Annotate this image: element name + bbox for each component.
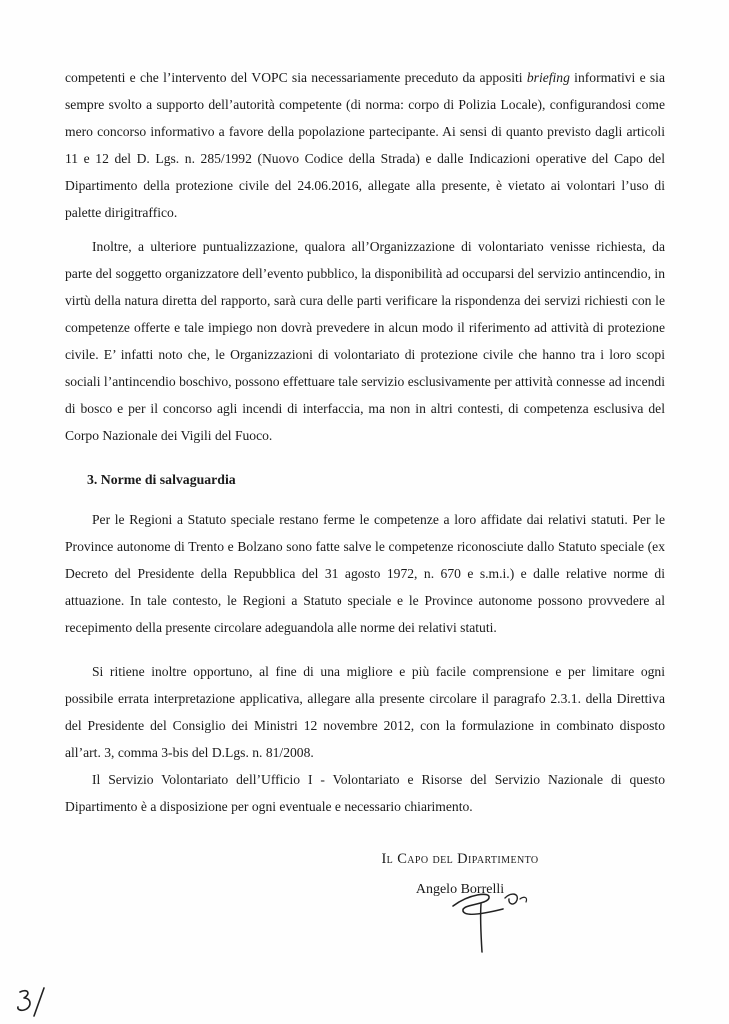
signatory-name: Angelo Borrelli bbox=[415, 882, 505, 897]
section-heading: 3. Norme di salvaguardia bbox=[87, 472, 236, 487]
paragraph-3: Per le Regioni a Statuto speciale restano ferme le competenze a loro affidate dai relativi statuti. Per le Province autonome di Trento e Bolzano sono fatte salve le competenze riconosciute dallo Statuto speciale (ex Decreto del Presidente della Repubblica del 31 agosto 1972, n. 670 e s.m.i.) e dalle relative norme di attuazione. In tale contesto, le Regioni a Statuto speciale e le Province autonome possono provvedere al recepimento della presente circolare adeguandola alle norme dei relativi statuti. bbox=[65, 512, 665, 635]
paragraph-1-italic-word: briefing bbox=[526, 70, 570, 85]
paragraph-4: Si ritiene inoltre opportuno, al fine di una migliore e più facile comprensione e per limitare ogni possibile errata interpretazione applicativa, allegare alla presente circolare il paragrafo 2.3.1. della Direttiva del Presidente del Consiglio dei Ministri 12 novembre 2012, con la formulazione in combinato disposto all’art. 3, comma 3-bis del D.Lgs. n. 81/2008. bbox=[65, 664, 665, 760]
signature-block bbox=[315, 846, 605, 903]
paragraph-1 bbox=[65, 64, 665, 226]
signatory-role-title: Il Capo del Dipartimento bbox=[381, 851, 539, 867]
paragraph-2: Inoltre, a ulteriore puntualizzazione, qualora all’Organizzazione di volontariato venisse richiesta, da parte del soggetto organizzatore dell’evento pubblico, la disponibilità ad occuparsi del servizio antincendio, in virtù della natura diretta del rapporto, sarà cura delle parti verificare la rispondenza dei servizi richiesti con le competenze offerte e tale impiego non dovrà prevedere in alcun modo il riferimento ad attività di protezione civile. E’ infatti noto che, le Organizzazioni di volontariato di protezione civile che hanno tra i loro scopi sociali l’antincendio boschivo, possono effettuare tale servizio esclusivamente per attività connesse ad incendi di bosco e per il concorso agli incendi di interfaccia, ma non in altri contesti, di competenza esclusiva del Corpo Nazionale dei Vigili del Fuoco. bbox=[65, 239, 665, 443]
document-body bbox=[65, 64, 665, 903]
paragraph-5: Il Servizio Volontariato dell’Ufficio I - Volontariato e Risorse del Servizio Nazionale di questo Dipartimento è a disposizione per ogni eventuale e necessario chiarimento. bbox=[65, 772, 665, 814]
paragraph-1-text-start: competenti e che l’intervento del VOPC sia necessariamente preceduto da appositi bbox=[65, 70, 527, 85]
paragraph-1-text-end: informativi e sia sempre svolto a supporto dell’autorità competente (di norma: corpo di Polizia Locale), configurandosi come mero concorso informativo a favore della popolazione partecipante. Ai sensi di quanto previsto dagli articoli 11 e 12 del D. Lgs. n. 285/1992 (Nuovo Codice della Strada) e dalle Indicazioni operative del Capo del Dipartimento della protezione civile del 24.06.2016, allegate alla presente, è vietato ai volontari l’uso di palette dirigitraffico. bbox=[65, 70, 665, 220]
handwritten-corner-mark bbox=[12, 986, 56, 1024]
